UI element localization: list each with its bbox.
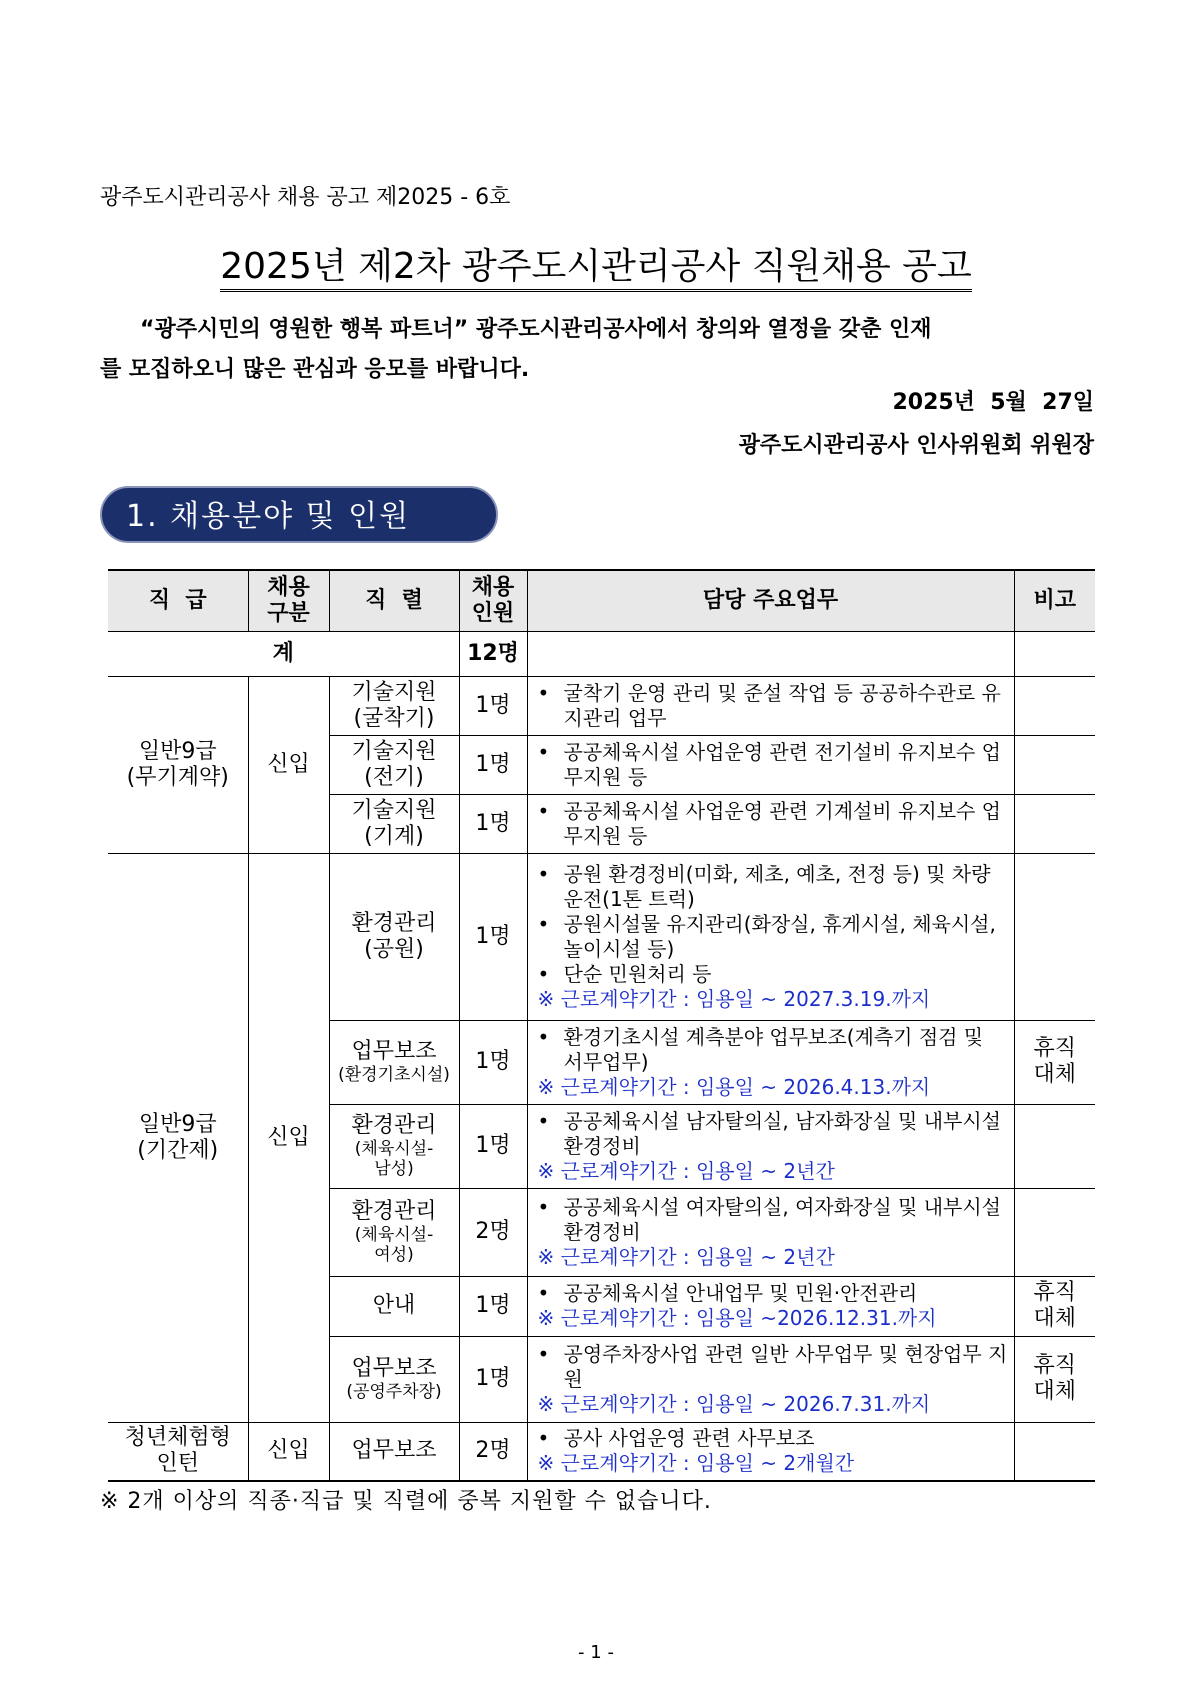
- contract-period-note: ※ 근로계약기간 : 임용일 ~ 2개월간: [537, 1451, 855, 1476]
- duty-bullet: • 굴착기 운영 관리 및 준설 작업 등 공공하수관로 유지관리 업무: [538, 681, 1008, 731]
- series-cell: [329, 735, 459, 794]
- duty-cell: [527, 1104, 1014, 1188]
- grade-cell: [108, 676, 248, 853]
- notice-date: 2025년 5월 27일: [892, 390, 1094, 415]
- series-line2: (환경기초시설): [338, 1065, 450, 1085]
- header-type-line1: 채용: [267, 574, 310, 600]
- table-row: [108, 676, 1095, 735]
- count-cell: 2명: [459, 1422, 527, 1481]
- series-line1: 환경관리: [351, 1199, 437, 1224]
- header-count-line1: 채용: [471, 574, 515, 600]
- duty-bullet: • 공공체육시설 남자탈의실, 남자화장실 및 내부시설 환경정비: [538, 1109, 1008, 1159]
- count-cell: 1명: [459, 1020, 527, 1104]
- issuer: 광주도시관리공사 인사위원회 위원장: [738, 433, 1094, 458]
- count-cell: 1명: [459, 735, 527, 794]
- duty-cell: [527, 1020, 1014, 1104]
- header-count-line2: 인원: [471, 600, 515, 626]
- type-cell: 신입: [248, 853, 329, 1422]
- intro-paragraph: [100, 310, 1090, 390]
- recruitment-table: [108, 569, 1095, 1482]
- series-cell: 업무보조: [329, 1422, 459, 1481]
- type-cell: 신입: [248, 1422, 329, 1481]
- header-series: 직 렬: [329, 570, 459, 631]
- series-line1: 기술지원: [351, 679, 437, 705]
- series-line1: 환경관리: [351, 910, 437, 936]
- total-count: 12명: [459, 631, 527, 676]
- contract-period-note: ※ 근로계약기간 : 임용일 ~ 2년간: [537, 1244, 835, 1269]
- duty-cell: [527, 1336, 1014, 1422]
- header-count: [459, 570, 527, 631]
- series-cell: [329, 1188, 459, 1276]
- remark-cell: [1014, 1188, 1095, 1276]
- remark-cell: [1014, 1104, 1095, 1188]
- type-cell: 신입: [248, 676, 329, 853]
- grade-line1: 일반9급: [138, 738, 217, 764]
- duty-cell: [527, 676, 1014, 735]
- footnote: ※ 2개 이상의 직종·직급 및 직렬에 중복 지원할 수 없습니다.: [100, 1489, 712, 1514]
- grade-line2: 인턴: [156, 1451, 199, 1477]
- table-row: [108, 1422, 1095, 1481]
- remark-cell: [1014, 1422, 1095, 1481]
- section-heading: 1. 채용분야 및 인원: [100, 486, 498, 543]
- series-line3: 여성): [374, 1245, 414, 1265]
- series-cell: [329, 794, 459, 853]
- remark-cell: [1014, 1020, 1095, 1104]
- grade-line2: (무기계약): [126, 764, 229, 790]
- remark-cell: [1014, 676, 1095, 735]
- remark-cell: [1014, 1336, 1095, 1422]
- duty-cell: [527, 1276, 1014, 1336]
- total-duty: [527, 631, 1014, 676]
- header-grade: 직 급: [108, 570, 248, 631]
- remark-cell: [1014, 735, 1095, 794]
- duty-bullet: • 공원시설물 유지관리(화장실, 휴게시설, 체육시설, 놀이시설 등): [538, 912, 1008, 962]
- contract-period-note: ※ 근로계약기간 : 임용일 ~ 2026.4.13.까지: [537, 1074, 931, 1099]
- series-cell: [329, 853, 459, 1020]
- contract-period-note: ※ 근로계약기간 : 임용일 ~2026.12.31.까지: [537, 1306, 937, 1330]
- duty-cell: [527, 794, 1014, 853]
- contract-period-note: ※ 근로계약기간 : 임용일 ~ 2026.7.31.까지: [537, 1391, 931, 1416]
- header-type-line2: 구분: [267, 600, 310, 626]
- duty-cell: [527, 1188, 1014, 1276]
- duty-bullet: • 공사 사업운영 관련 사무보조: [538, 1426, 1008, 1451]
- page-title: [0, 238, 1192, 289]
- intro-line-1: “광주시민의 영원한 행복 파트너” 광주도시관리공사에서 창의와 열정을 갖춘 인재: [140, 317, 932, 342]
- duty-cell: [527, 735, 1014, 794]
- duty-bullet: • 공공체육시설 여자탈의실, 여자화장실 및 내부시설 환경정비: [538, 1195, 1008, 1245]
- duty-cell: [527, 1422, 1014, 1481]
- remark-line1: 휴직: [1033, 1353, 1076, 1378]
- contract-period-note: ※ 근로계약기간 : 임용일 ~ 2년간: [537, 1158, 835, 1183]
- series-line1: 업무보조: [351, 1039, 437, 1064]
- series-cell: [329, 1336, 459, 1422]
- count-cell: 1명: [459, 1276, 527, 1336]
- duty-bullet: • 공원 환경정비(미화, 제초, 예초, 전정 등) 및 차량 운전(1톤 트럭): [538, 862, 1008, 912]
- remark-line2: 대체: [1033, 1062, 1076, 1087]
- series-line2: (체육시설-: [354, 1139, 434, 1159]
- duty-bullet: • 공공체육시설 사업운영 관련 전기설비 유지보수 업무지원 등: [538, 740, 1008, 790]
- total-row: [108, 631, 1095, 676]
- duty-bullet: • 공영주차장사업 관련 일반 사무업무 및 현장업무 지원: [538, 1342, 1008, 1392]
- total-label: 계: [108, 631, 459, 676]
- total-remark: [1014, 631, 1095, 676]
- duty-bullet: • 단순 민원처리 등: [538, 962, 1008, 987]
- remark-line1: 휴직: [1033, 1280, 1076, 1305]
- grade-line2: (기간제): [137, 1137, 219, 1163]
- duty-cell: [527, 853, 1014, 1020]
- remark-line1: 휴직: [1033, 1036, 1076, 1061]
- count-cell: 1명: [459, 1336, 527, 1422]
- page-number: - 1 -: [578, 1642, 614, 1663]
- series-line2: (체육시설-: [354, 1225, 434, 1245]
- grade-cell: [108, 853, 248, 1422]
- contract-period-note: ※ 근로계약기간 : 임용일 ~ 2027.3.19.까지: [537, 986, 931, 1011]
- header-duty: 담당 주요업무: [527, 570, 1014, 631]
- remark-cell: [1014, 794, 1095, 853]
- grade-cell: [108, 1422, 248, 1481]
- intro-line-2: 를 모집하오니 많은 관심과 응모를 바랍니다.: [100, 357, 530, 382]
- series-line2: (전기): [364, 764, 424, 790]
- header-remark: 비고: [1014, 570, 1095, 631]
- header-type: [248, 570, 329, 631]
- series-line2: (공원): [364, 936, 424, 962]
- remark-cell: [1014, 853, 1095, 1020]
- remark-line2: 대체: [1033, 1306, 1076, 1331]
- series-line2: (공영주차장): [346, 1382, 442, 1402]
- series-line1: 환경관리: [351, 1113, 437, 1138]
- count-cell: 1명: [459, 1104, 527, 1188]
- duty-bullet: • 공공체육시설 사업운영 관련 기계설비 유지보수 업무지원 등: [538, 799, 1008, 849]
- count-cell: 1명: [459, 794, 527, 853]
- duty-bullet: • 환경기초시설 계측분야 업무보조(계측기 점검 및 서무업무): [538, 1025, 1008, 1075]
- series-line1: 기술지원: [351, 738, 437, 764]
- count-cell: 1명: [459, 853, 527, 1020]
- table-header-row: [108, 570, 1095, 631]
- series-cell: [329, 1104, 459, 1188]
- series-line3: 남성): [374, 1159, 414, 1179]
- count-cell: 2명: [459, 1188, 527, 1276]
- duty-bullet: • 공공체육시설 안내업무 및 민원·안전관리: [538, 1281, 1008, 1306]
- series-line2: (굴착기): [353, 705, 435, 731]
- series-cell: [329, 676, 459, 735]
- remark-cell: [1014, 1276, 1095, 1336]
- series-cell: [329, 1020, 459, 1104]
- series-line1: 업무보조: [351, 1356, 437, 1381]
- count-cell: 1명: [459, 676, 527, 735]
- series-line2: (기계): [364, 823, 424, 849]
- grade-line1: 청년체험형: [124, 1425, 231, 1451]
- series-line1: 기술지원: [351, 797, 437, 823]
- table-row: [108, 853, 1095, 1020]
- remark-line2: 대체: [1033, 1379, 1076, 1404]
- page-title-text: 2025년 제2차 광주도시관리공사 직원채용 공고: [220, 246, 972, 292]
- series-cell: 안내: [329, 1276, 459, 1336]
- grade-line1: 일반9급: [138, 1111, 217, 1137]
- notice-number: 광주도시관리공사 채용 공고 제2025 - 6호: [100, 185, 511, 210]
